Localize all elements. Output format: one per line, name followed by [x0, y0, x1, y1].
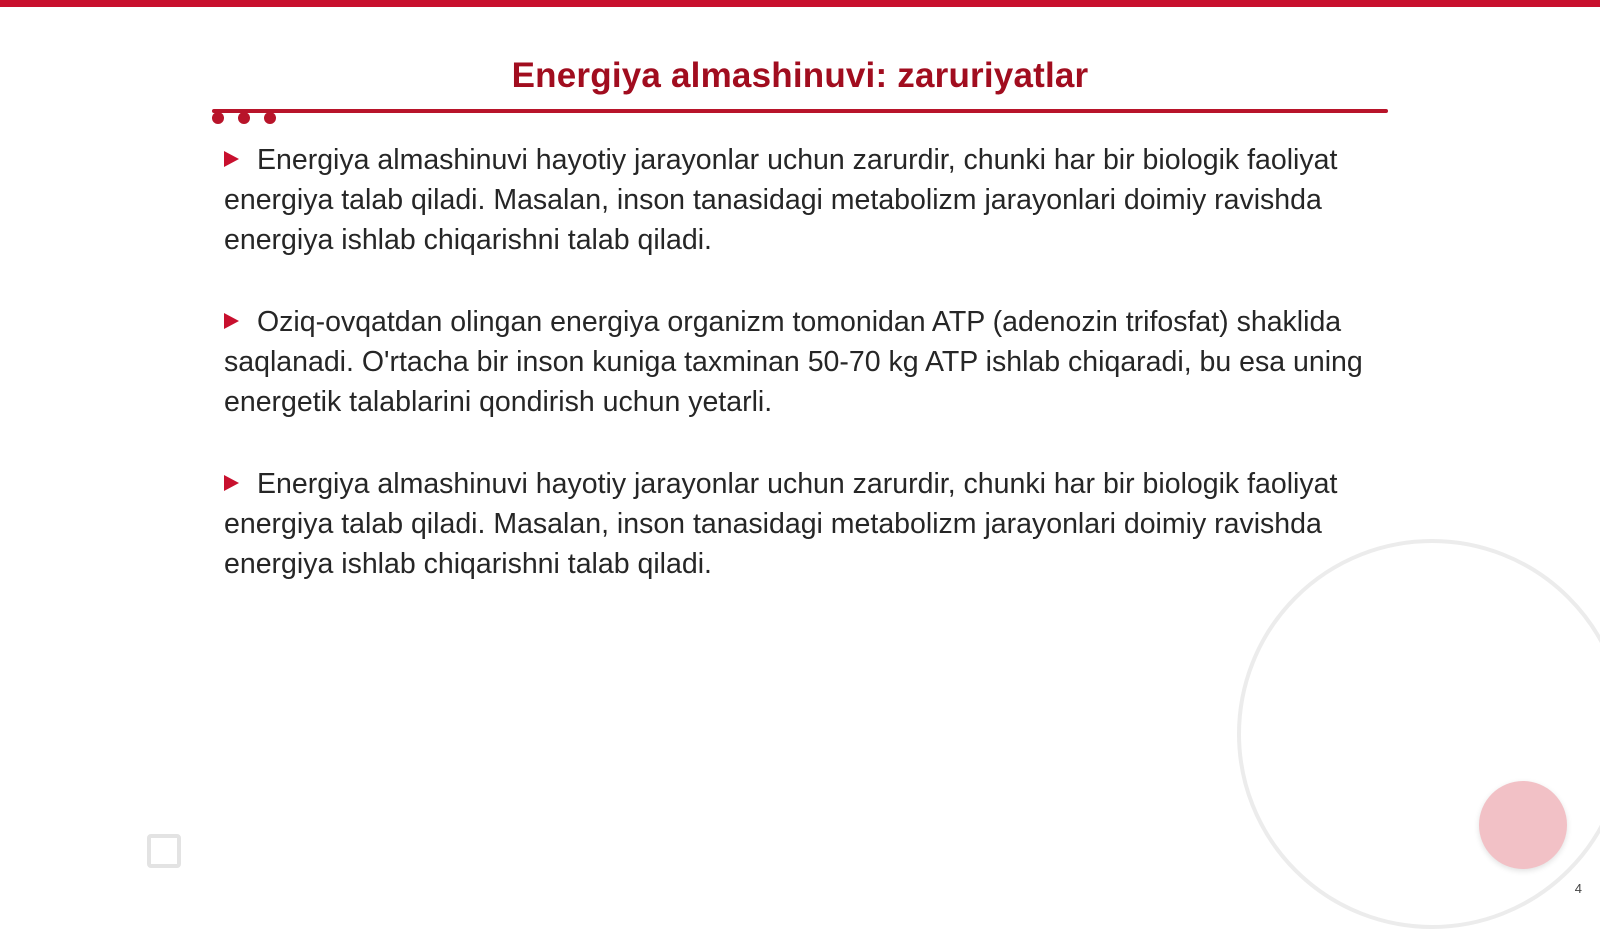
slide-title: Energiya almashinuvi: zaruriyatlar — [511, 56, 1089, 95]
bullet-text: Oziq-ovqatdan olingan energiya organizm tomonidan ATP (adenozin trifosfat) shaklida saqlanadi. O'rtacha bir inson kuniga taxminan 50-70 kg ATP ishlab chiqaradi, bu esa uning energetik talablarini qondirish uchun yetarli. — [224, 306, 1363, 418]
decorative-dot — [238, 112, 250, 124]
bullet-text: Energiya almashinuvi hayotiy jarayonlar uchun zarurdir, chunki har bir biologik faoliyat energiya talab qiladi. Masalan, inson tanasidagi metabolizm jarayonlari doimiy ravishda energiya ishlab chiqarishni talab qiladi. — [224, 468, 1338, 580]
triangle-right-icon — [224, 475, 239, 491]
decorative-dot — [212, 112, 224, 124]
bullet-item — [224, 302, 1384, 422]
top-accent-bar — [0, 0, 1600, 7]
triangle-right-icon — [224, 313, 239, 329]
bullet-item — [224, 464, 1384, 584]
bullet-list — [224, 140, 1384, 626]
bullet-text: Energiya almashinuvi hayotiy jarayonlar uchun zarurdir, chunki har bir biologik faoliyat energiya talab qiladi. Masalan, inson tanasidagi metabolizm jarayonlari doimiy ravishda energiya ishlab chiqarishni talab qiladi. — [224, 144, 1338, 256]
triangle-right-icon — [224, 151, 239, 167]
decorative-circle-outline — [1237, 539, 1600, 929]
decorative-dot — [264, 112, 276, 124]
decorative-square-outline — [147, 834, 181, 868]
decorative-circle-filled — [1479, 781, 1567, 869]
title-underline — [212, 109, 1388, 113]
page-number: 4 — [1574, 881, 1582, 896]
bullet-item — [224, 140, 1384, 260]
